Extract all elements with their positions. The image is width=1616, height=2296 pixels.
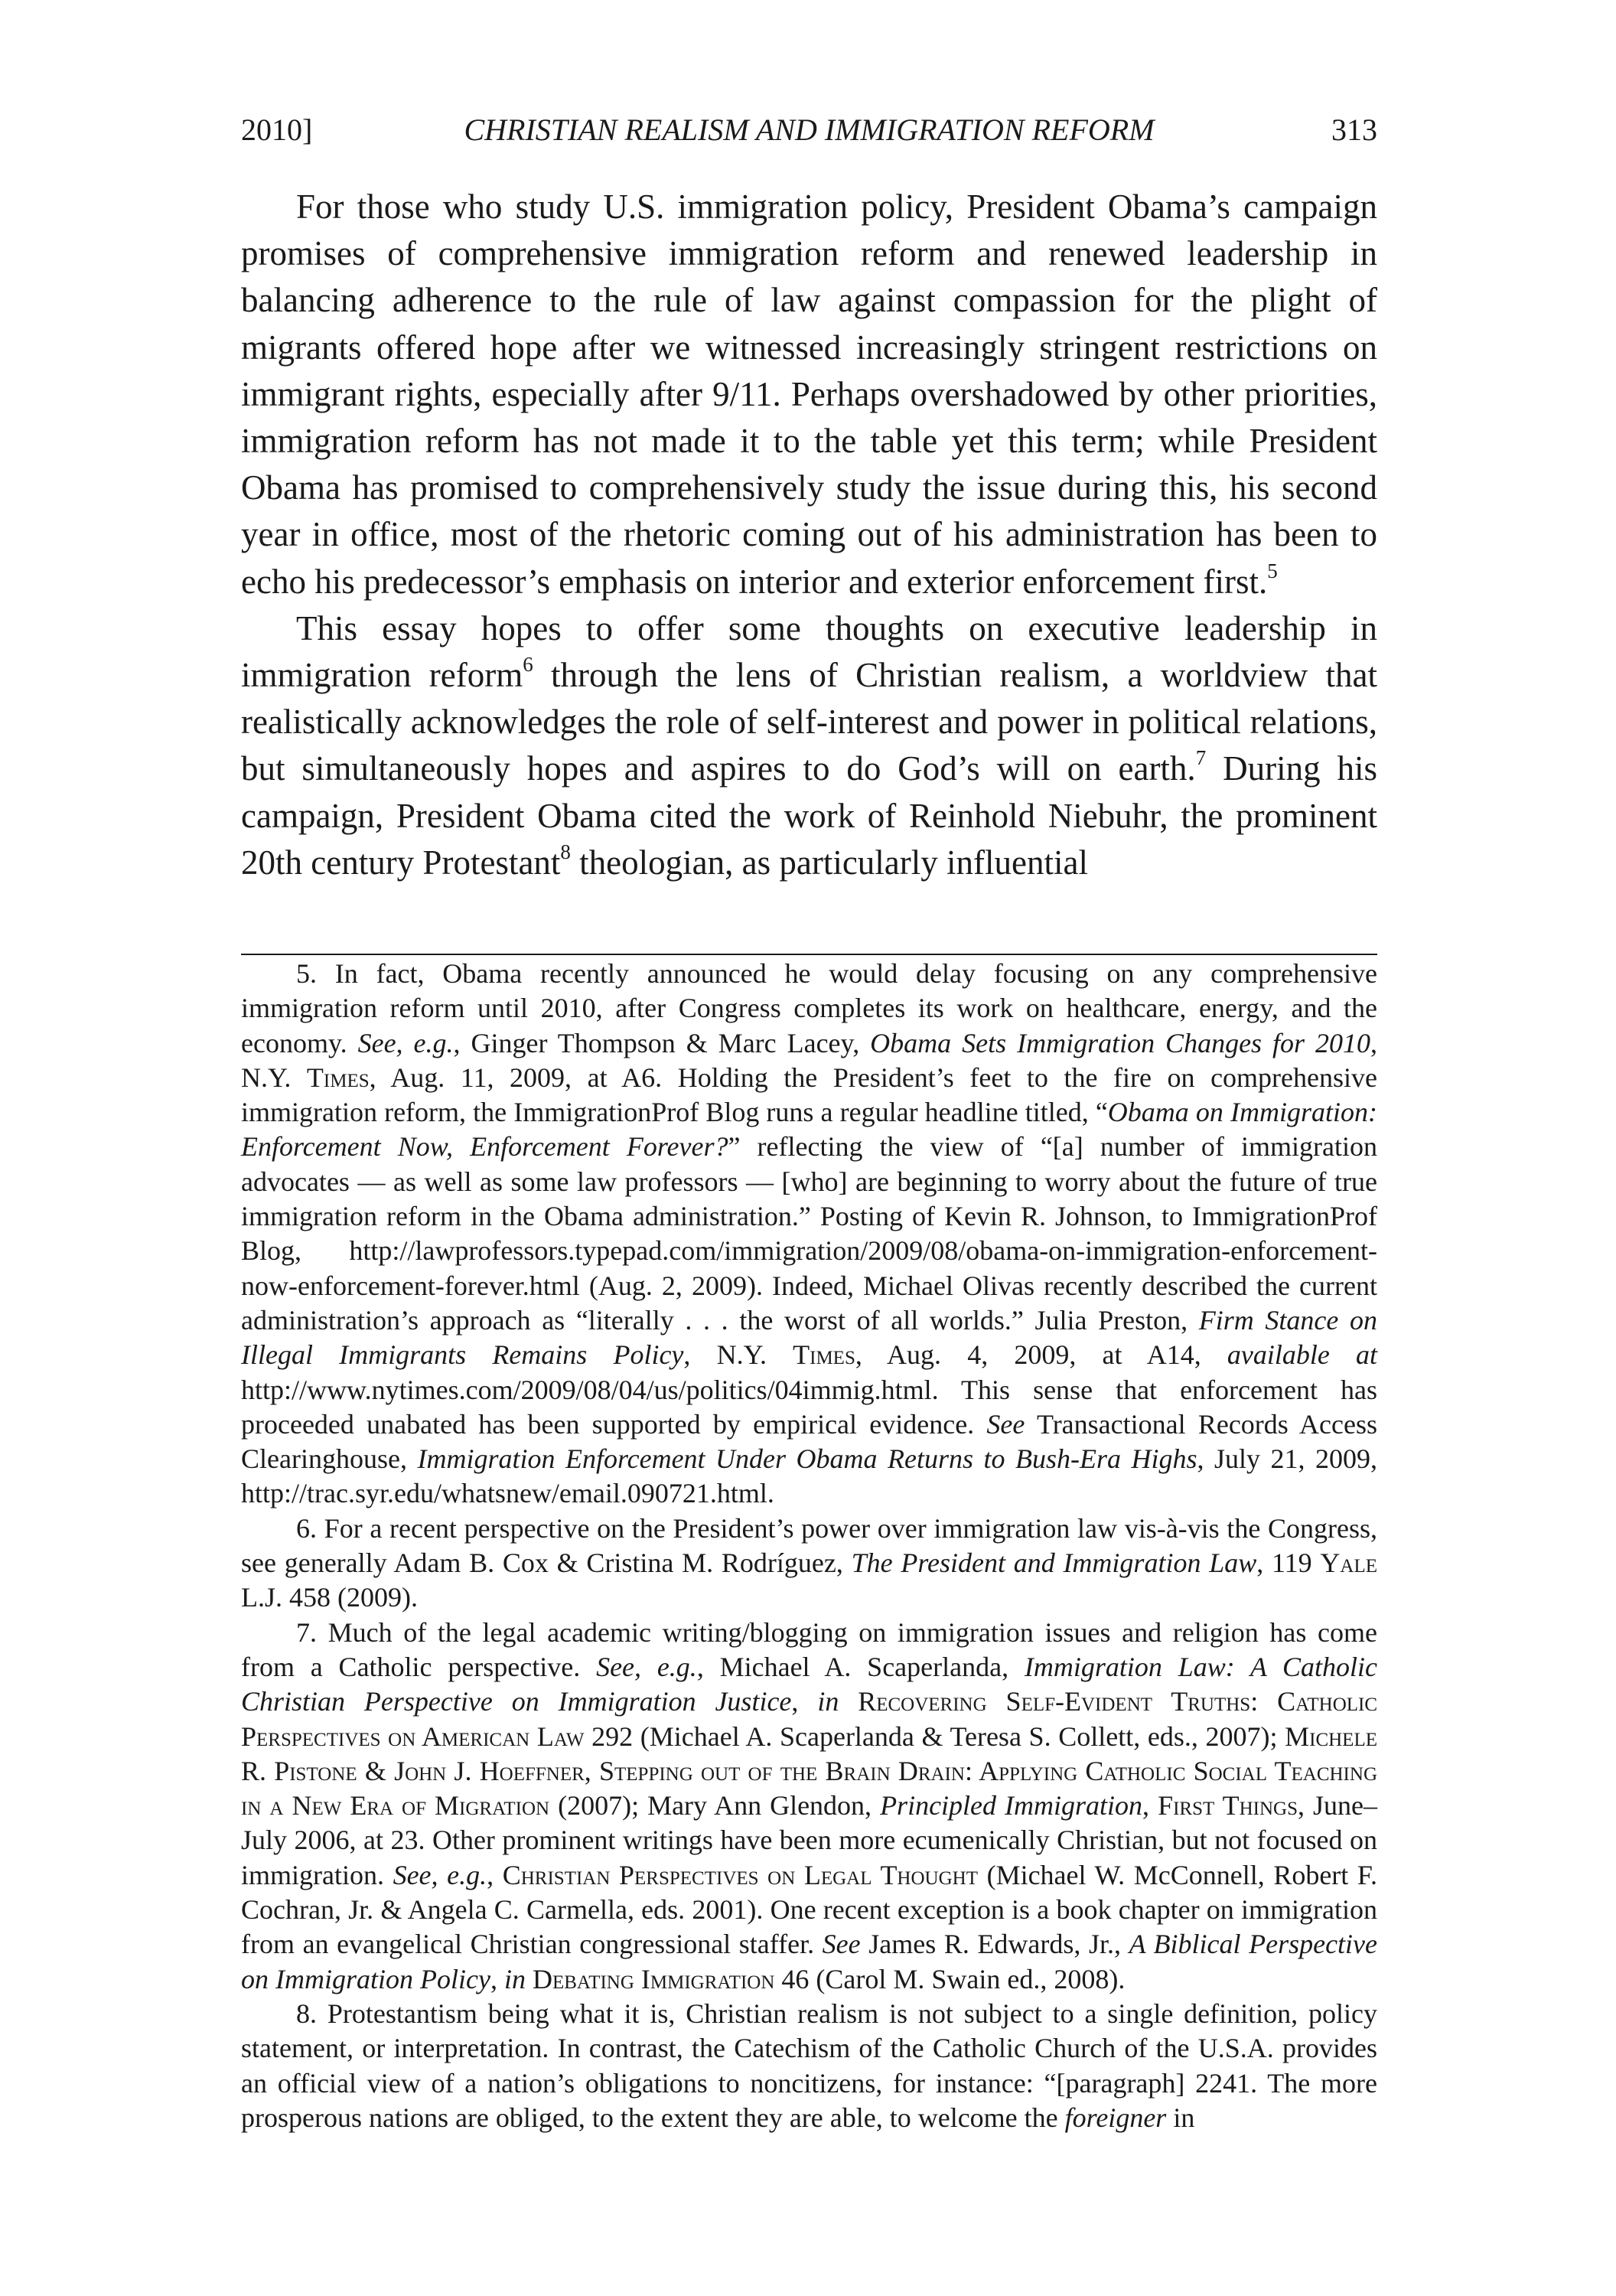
footnote-ref-8[interactable]: 8 [560,840,571,863]
footnote-8: 8. Protestantism being what it is, Christian realism is not subject to a single definition, policy statement, or interpretation. In contrast, the Catechism of the Catholic Church of the U.S.A. provides an official view of a nation’s obligations to noncitizens, for instance: “[paragraph] 2241. The more prosperous nations are obliged, to the extent they are able, to welcome the foreigner in [241,1998,1378,2133]
main-text [241,184,1377,886]
footnote-ref-6[interactable]: 6 [523,652,533,676]
footnote-7: 7. Much of the legal academic writing/blogging on immigration issues and religion has come from a Catholic perspective. See, e.g., Michael A. Scaperlanda, Immigration Law: A Catholic Christian Perspective on Immigration Justice, in Recovering Self-Evident Truths: Catholic Perspectives on American Law 292 (Michael A. Scaperlanda & Teresa S. Collett, eds., 2007); Michele R. Pistone & John J. Hoeffner, Stepping out of the Brain Drain: Applying Catholic Social Teaching in a New Era of Migration (2007); Mary Ann Glendon, Principled Immigration, First Things, June–July 2006, at 23. Other prominent writings have been more ecumenically Christian, but not focused on immigration. See, e.g., Christian Perspectives on Legal Thought (Michael W. McConnell, Robert F. Cochran, Jr. & Angela C. Carmella, eds. 2001). One recent exception is a book chapter on immigration from an evangelical Christian congressional staffer. See James R. Edwards, Jr., A Biblical Perspective on Immigration Policy, in Debating Immigration 46 (Carol M. Swain ed., 2008). [241,1616,1378,1994]
body-paragraph-1: For those who study U.S. immigration policy, President Obama’s campaign promises of comprehensive immigration reform and renewed leadership in balancing adherence to the rule of law against compassion for the plight of migrants offered hope after we witnessed increasingly stringent restrictions on immigrant rights, especially after 9/11. Perhaps overshadowed by other priorities, immigration reform has not made it to the table yet this term; while President Obama has promised to comprehensively study the issue during this, his second year in office, most of the rhetoric coming out of his administration has been to echo his predecessor’s emphasis on interior and exterior enforcement first.$^5$ [241,188,1377,601]
header-page-number: 313 [1331,113,1377,147]
header-volume-year: 2010] [241,113,313,147]
body-paragraph-2: This essay hopes to offer some thoughts on executive leadership in immigration reform$^6$ through the lens of Christian realism, a worldview that realistically acknowledges the role of self-interest and power in political relations, but simultaneously hopes and aspires to do God’s will on earth.$^7$ During his campaign, President Obama cited the work of Reinhold Niebuhr, the prominent 20th century Protestant$^8$ theologian, as particularly influential [241,608,1378,882]
footnote-6: 6. For a recent perspective on the President’s power over immigration law vis-à-vis the Congress, see generally Adam B. Cox & Cristina M. Rodríguez, The President and Immigration Law, 119 Yale L.J. 458 (2009). [241,1512,1377,1613]
footnote-ref-5[interactable]: 5 [1267,559,1278,582]
footnote-divider [241,954,1377,955]
page-header [241,107,1377,153]
footnotes [241,957,1377,2135]
footnote-ref-7[interactable]: 7 [1195,746,1207,770]
footnote-5: 5. In fact, Obama recently announced he would delay focusing on any comprehensive immigration reform until 2010, after Congress completes its work on healthcare, energy, and the economy. See, e.g., Ginger Thompson & Marc Lacey, Obama Sets Immigration Changes for 2010, N.Y. Times, Aug. 11, 2009, at A6. Holding the President’s feet to the fire on comprehensive immigration reform, the ImmigrationProf Blog runs a regular headline titled, “Obama on Immigration: Enforcement Now, Enforcement Forever?” reflecting the view of “[a] number of immigration advocates — as well as some law professors — [who] are beginning to worry about the future of true immigration reform in the Obama administration.” Posting of Kevin R. Johnson, to ImmigrationProf Blog, http://lawprofessors.typepad.com/immigration/2009/08/obama-on-immigration-enforcement-now-enforcement-forever.html (Aug. 2, 2009). Indeed, Michael Olivas recently described the current administration’s approach as “literally . . . the worst of all worlds.” Julia Preston, Firm Stance on Illegal Immigrants Remains Policy, N.Y. Times, Aug. 4, 2009, at A14, available at http://www.nytimes.com/2009/08/04/us/politics/04immig.html. This sense that enforcement has proceeded unabated has been supported by empirical evidence. See Transactional Records Access Clearinghouse, Immigration Enforcement Under Obama Returns to Bush-Era Highs, July 21, 2009, http://trac.syr.edu/whatsnew/email.090721.html. [241,958,1378,1509]
header-running-title: CHRISTIAN REALISM AND IMMIGRATION REFORM [464,113,1155,147]
